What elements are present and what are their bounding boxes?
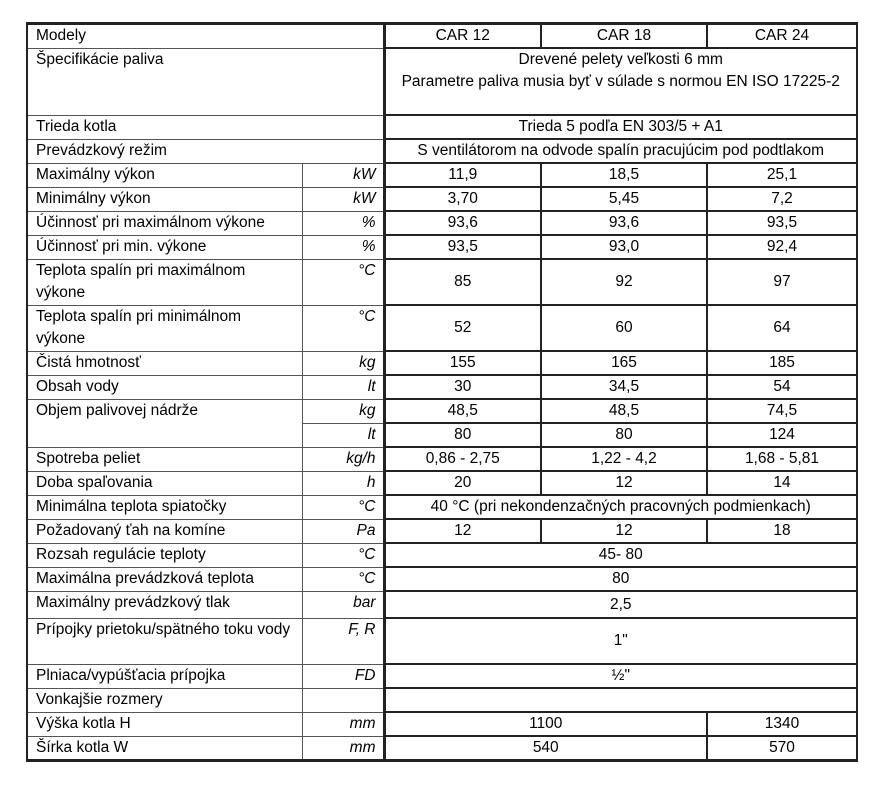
- row-unit: F, R: [302, 618, 384, 664]
- row-label: Maximálny prevádzkový tlak: [27, 591, 302, 618]
- width-row: [27, 736, 857, 761]
- row-label: Výška kotla H: [27, 712, 302, 736]
- header-row: [27, 24, 857, 49]
- value-car12: 30: [384, 375, 541, 399]
- row-label: Účinnosť pri maximálnom výkone: [27, 211, 302, 235]
- row-unit: h: [302, 471, 384, 495]
- operating-mode-label: Prevádzkový režim: [27, 139, 384, 163]
- boiler-class-value: Trieda 5 podľa EN 303/5 + A1: [384, 115, 857, 139]
- row-label: Minimálny výkon: [27, 187, 302, 211]
- value-car24: 1,68 - 5,81: [707, 447, 857, 471]
- value-car12: 93,6: [384, 211, 541, 235]
- value-car18: 93,6: [541, 211, 707, 235]
- chimney-row: [27, 519, 857, 543]
- connections-row: [27, 618, 857, 664]
- row-label: Čistá hmotnosť: [27, 351, 302, 375]
- table-row: [27, 163, 857, 187]
- row-label: Minimálna teplota spiatočky: [27, 495, 302, 519]
- row-unit: bar: [302, 591, 384, 618]
- row-label: Spotreba peliet: [27, 447, 302, 471]
- tank-label: Objem palivovej nádrže: [27, 399, 302, 447]
- min-return-value: 40 °C (pri nekondenzačných pracovných podmienkach): [384, 495, 857, 519]
- value-car12: 20: [384, 471, 541, 495]
- value-car18: 80: [541, 423, 707, 447]
- row-unit: °C: [302, 543, 384, 567]
- table-row: [27, 375, 857, 399]
- value-car24: 18: [707, 519, 857, 543]
- value-car24: 93,5: [707, 211, 857, 235]
- row-unit: lt: [302, 375, 384, 399]
- value-car24: 570: [707, 736, 857, 761]
- row-label: Obsah vody: [27, 375, 302, 399]
- value-car12: 11,9: [384, 163, 541, 187]
- table-row: [27, 447, 857, 471]
- fuel-spec-line2: Parametre paliva musia byť v súlade s normou EN ISO 17225-2: [401, 73, 840, 90]
- value-car24: 1340: [707, 712, 857, 736]
- row-unit: °C: [302, 259, 384, 305]
- row-unit: FD: [302, 664, 384, 688]
- connections-value: 1": [384, 618, 857, 664]
- value-car24: 185: [707, 351, 857, 375]
- boiler-class-label: Trieda kotla: [27, 115, 384, 139]
- shared-value: 80: [384, 567, 857, 591]
- model-car18: CAR 18: [541, 24, 707, 49]
- row-label: Teplota spalín pri maximálnom výkone: [27, 259, 302, 305]
- value-car18: 60: [541, 305, 707, 351]
- specification-table: [26, 22, 858, 762]
- value-car18: 5,45: [541, 187, 707, 211]
- model-car12: CAR 12: [384, 24, 541, 49]
- value-car12: 12: [384, 519, 541, 543]
- row-label: Maximálna prevádzková teplota: [27, 567, 302, 591]
- row-unit: °C: [302, 567, 384, 591]
- value-car12: 85: [384, 259, 541, 305]
- row-unit: kW: [302, 163, 384, 187]
- row-label: Účinnosť pri min. výkone: [27, 235, 302, 259]
- drain-value: ½": [384, 664, 857, 688]
- model-car24: CAR 24: [707, 24, 857, 49]
- value-car12: 3,70: [384, 187, 541, 211]
- shared-row: [27, 543, 857, 567]
- row-unit: lt: [302, 423, 384, 447]
- row-unit: kg/h: [302, 447, 384, 471]
- row-label: Vonkajšie rozmery: [27, 688, 302, 712]
- table-row: [27, 187, 857, 211]
- row-unit: [302, 688, 384, 712]
- value-car12: 0,86 - 2,75: [384, 447, 541, 471]
- value-car12: 80: [384, 423, 541, 447]
- value-car24: 74,5: [707, 399, 857, 423]
- shared-value: 45- 80: [384, 543, 857, 567]
- min-return-row: [27, 495, 857, 519]
- value-car12: 48,5: [384, 399, 541, 423]
- shared-row: [27, 567, 857, 591]
- table-row: [27, 351, 857, 375]
- fuel-spec-value: [384, 48, 857, 115]
- shared-value: 2,5: [384, 591, 857, 618]
- value-car24: 7,2: [707, 187, 857, 211]
- value-car24: 54: [707, 375, 857, 399]
- value-car12-car18: 540: [384, 736, 707, 761]
- value-car24: 64: [707, 305, 857, 351]
- value-car18: 92: [541, 259, 707, 305]
- row-label: Šírka kotla W: [27, 736, 302, 761]
- boiler-class-row: [27, 115, 857, 139]
- operating-mode-row: [27, 139, 857, 163]
- value-car18: 12: [541, 519, 707, 543]
- table-row: [27, 259, 857, 305]
- row-label: Doba spaľovania: [27, 471, 302, 495]
- row-unit: °C: [302, 495, 384, 519]
- row-unit: kg: [302, 399, 384, 423]
- row-unit: °C: [302, 305, 384, 351]
- table-row: [27, 305, 857, 351]
- value-car12: 155: [384, 351, 541, 375]
- value-car12-car18: 1100: [384, 712, 707, 736]
- row-label: Prípojky prietoku/spätného toku vody: [27, 618, 302, 664]
- value-car24: 14: [707, 471, 857, 495]
- row-label: Rozsah regulácie teploty: [27, 543, 302, 567]
- value-car24: 124: [707, 423, 857, 447]
- row-label: Plniaca/vypúšťacia prípojka: [27, 664, 302, 688]
- dimensions-value: [384, 688, 857, 712]
- table-row: [27, 471, 857, 495]
- row-label: Teplota spalín pri minimálnom výkone: [27, 305, 302, 351]
- table-row: [27, 211, 857, 235]
- row-unit: kg: [302, 351, 384, 375]
- row-unit: mm: [302, 736, 384, 761]
- row-unit: mm: [302, 712, 384, 736]
- value-car18: 34,5: [541, 375, 707, 399]
- operating-mode-value: S ventilátorom na odvode spalín pracujúcim pod podtlakom: [384, 139, 857, 163]
- fuel-spec-line1: Drevené pelety veľkosti 6 mm: [518, 51, 723, 68]
- row-unit: %: [302, 211, 384, 235]
- value-car12: 52: [384, 305, 541, 351]
- value-car18: 1,22 - 4,2: [541, 447, 707, 471]
- value-car18: 165: [541, 351, 707, 375]
- tank-row-kg: [27, 399, 857, 423]
- row-label: Požadovaný ťah na komíne: [27, 519, 302, 543]
- value-car18: 12: [541, 471, 707, 495]
- table-row: [27, 235, 857, 259]
- row-unit: Pa: [302, 519, 384, 543]
- row-unit: %: [302, 235, 384, 259]
- value-car18: 18,5: [541, 163, 707, 187]
- row-unit: kW: [302, 187, 384, 211]
- value-car24: 25,1: [707, 163, 857, 187]
- value-car24: 92,4: [707, 235, 857, 259]
- value-car18: 93,0: [541, 235, 707, 259]
- fuel-spec-label: Špecifikácie paliva: [27, 48, 384, 115]
- drain-row: [27, 664, 857, 688]
- value-car18: 48,5: [541, 399, 707, 423]
- value-car12: 93,5: [384, 235, 541, 259]
- header-label: Modely: [27, 24, 384, 49]
- shared-row: [27, 591, 857, 618]
- value-car24: 97: [707, 259, 857, 305]
- fuel-spec-row: [27, 48, 857, 115]
- height-row: [27, 712, 857, 736]
- dimensions-row: [27, 688, 857, 712]
- row-label: Maximálny výkon: [27, 163, 302, 187]
